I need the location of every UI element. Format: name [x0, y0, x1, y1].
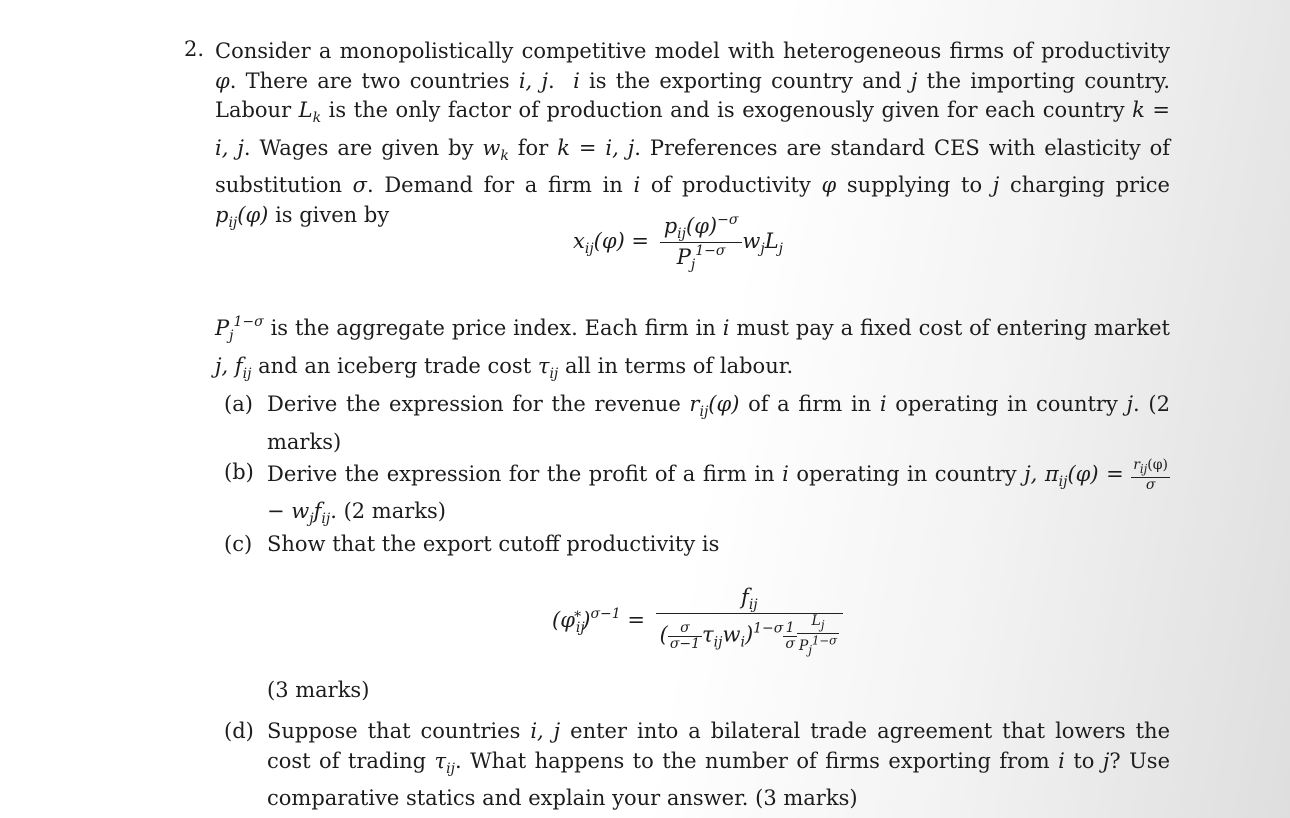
part-c-label: (c): [224, 532, 253, 556]
demand-equation: $x_{ij}(\varphi)$ = $\frac{p_{ij}(\varphi)^{-\sigma}}{P_j^{1-\sigma}}$ $w_jL_j$: [573, 212, 784, 273]
price-index-paragraph: $P_j^{1-\sigma}$ is the aggregate price index. Each firm in i must pay a fixed cost of entering market j, $f_{ij}$ and an iceberg trade cost $\tau_{ij}$ all in terms of labour.: [215, 314, 1170, 382]
part-a-label: (a): [224, 392, 253, 416]
part-c: (c) Show that the export cutoff productivity is: [224, 530, 1170, 560]
question-intro: Consider a monopolistically competitive model with heterogeneous firms of productivity φ. There are two countries i, j. i is the exporting country and j the importing country. Labour $L_k$ is the only factor of production and is exogenously given for each country k = i, j. Wages are given by $w_k$ for k = i, j. Preferences are standard CES with elasticity of substitution σ. Demand for a firm in i of productivity φ supplying to j charging price $p_{ij}(\varphi)$ is given by: [215, 39, 1171, 231]
part-a: (a) Derive the expression for the revenue $r_{ij}(\varphi)$ of a firm in i operating in country j. (2 marks): [224, 392, 1170, 454]
question-number: 2.: [184, 37, 205, 61]
part-d: (d) Suppose that countries i, j enter into a bilateral trade agreement that lowers the cost of trading $\tau_{ij}$. What happens to the number of firms exporting from i to j? Use comparative statics and explain your answer. (3 marks): [224, 719, 1171, 810]
cutoff-equation: $(\varphi_{ij}^∗)^{\sigma-1}$ = $f_{ij}$ ( $\frac{\sigma}{\sigma-1}$ $\tau_{ij}w_i)^{1-\sigma}$ $\frac{1}{\sigma}$ $\frac{L_j}{P_j^{1-\sigma}}$: [552, 585, 843, 658]
part-b: (b) Derive the expression for the profit of a firm in i operating in country j, $\pi_{ij}(\varphi)$ = $\frac{r_{ij}(\varphi)}{\sigma}$ − $w_jf_{ij}$. (2 marks): [224, 457, 1168, 528]
part-b-label: (b): [224, 460, 254, 484]
part-d-label: (d): [224, 719, 254, 743]
part-c-marks: (3 marks): [267, 678, 370, 702]
